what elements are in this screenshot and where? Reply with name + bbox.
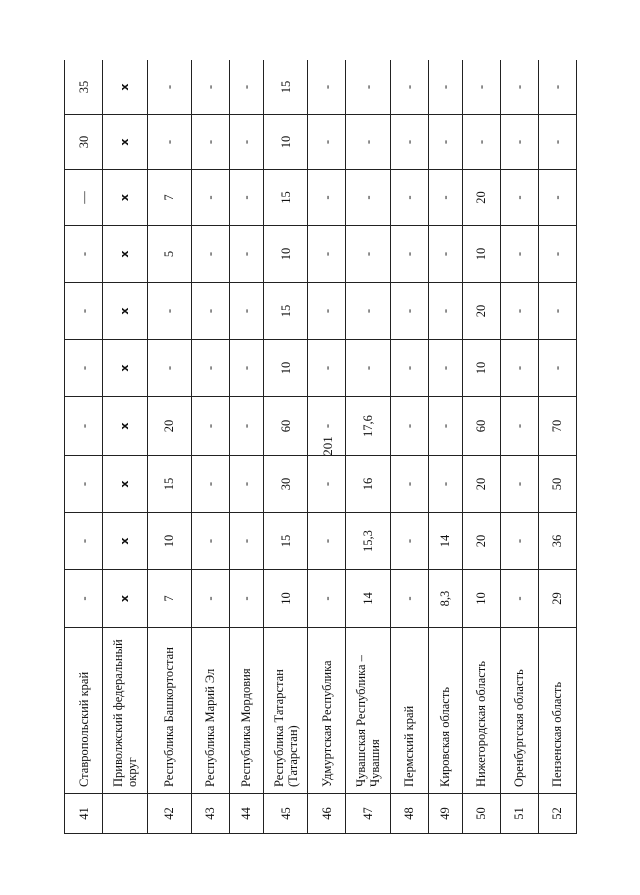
value-cell: 35 [65, 60, 103, 115]
regions-table-grid [64, 60, 577, 834]
value-cell: - [308, 513, 346, 570]
region-name: Пермский край [390, 628, 428, 794]
value-cell: - [500, 60, 538, 115]
value-cell: - [346, 60, 390, 115]
region-name: Республика Марий Эл [191, 628, 229, 794]
region-name: Ставропольский край [65, 628, 103, 794]
value-cell: - [191, 570, 229, 628]
value-cell: - [147, 115, 191, 170]
value-cell: - [428, 456, 462, 513]
table-row [103, 60, 147, 834]
value-cell: - [390, 170, 428, 226]
value-cell: - [428, 170, 462, 226]
value-cell: - [191, 456, 229, 513]
value-cell: - [308, 570, 346, 628]
value-cell: - [191, 60, 229, 115]
value-cell: - [147, 340, 191, 397]
value-cell: x [103, 570, 147, 628]
value-cell: - [390, 226, 428, 283]
value-cell: - [308, 340, 346, 397]
value-cell: - [428, 340, 462, 397]
value-cell: - [308, 170, 346, 226]
value-cell: - [346, 115, 390, 170]
value-cell: - [346, 283, 390, 340]
value-cell: - [500, 570, 538, 628]
value-cell: - [428, 115, 462, 170]
value-cell: 10 [462, 340, 500, 397]
page-number: 201 [320, 436, 335, 456]
value-cell: - [147, 283, 191, 340]
value-cell: - [65, 456, 103, 513]
value-cell: - [500, 226, 538, 283]
value-cell: 20 [462, 513, 500, 570]
row-number: 45 [263, 794, 307, 834]
value-cell: - [538, 340, 576, 397]
region-name: Оренбургская область [500, 628, 538, 794]
value-cell: - [191, 283, 229, 340]
value-cell: x [103, 226, 147, 283]
value-cell: 15 [263, 170, 307, 226]
value-cell: 29 [538, 570, 576, 628]
value-cell: 70 [538, 397, 576, 456]
value-cell: - [390, 397, 428, 456]
value-cell: - [500, 456, 538, 513]
region-name: Нижегородская область [462, 628, 500, 794]
value-cell: - [500, 283, 538, 340]
value-cell: 10 [147, 513, 191, 570]
value-cell: 60 [263, 397, 307, 456]
table-row [428, 60, 462, 834]
value-cell: - [230, 513, 264, 570]
value-cell: 16 [346, 456, 390, 513]
table-row [263, 60, 307, 834]
value-cell: x [103, 60, 147, 115]
value-cell: - [230, 570, 264, 628]
row-number: 51 [500, 794, 538, 834]
value-cell: - [191, 513, 229, 570]
row-number: 42 [147, 794, 191, 834]
value-cell: - [230, 226, 264, 283]
value-cell: - [428, 283, 462, 340]
table-row [500, 60, 538, 834]
row-number [103, 794, 147, 834]
table-row [390, 60, 428, 834]
value-cell: 14 [346, 570, 390, 628]
value-cell: 20 [462, 283, 500, 340]
value-cell: — [65, 170, 103, 226]
region-name: Удмуртская Республика [308, 628, 346, 794]
value-cell: x [103, 456, 147, 513]
row-number: 48 [390, 794, 428, 834]
value-cell: x [103, 283, 147, 340]
value-cell: - [191, 170, 229, 226]
value-cell: 30 [65, 115, 103, 170]
value-cell: - [308, 60, 346, 115]
value-cell: - [230, 397, 264, 456]
value-cell: 14 [428, 513, 462, 570]
value-cell: - [147, 60, 191, 115]
value-cell: - [462, 115, 500, 170]
value-cell: x [103, 115, 147, 170]
value-cell: - [230, 456, 264, 513]
value-cell: - [191, 397, 229, 456]
region-name: Кировская область [428, 628, 462, 794]
value-cell: - [462, 60, 500, 115]
value-cell: 15 [263, 60, 307, 115]
row-number: 44 [230, 794, 264, 834]
value-cell: x [103, 170, 147, 226]
value-cell: - [65, 340, 103, 397]
value-cell: - [538, 226, 576, 283]
row-number: 50 [462, 794, 500, 834]
regions-table [64, 60, 577, 834]
row-number: 43 [191, 794, 229, 834]
value-cell: 17,6 [346, 397, 390, 456]
region-name: Республика Мордовия [230, 628, 264, 794]
table-row [65, 60, 103, 834]
value-cell: - [390, 570, 428, 628]
value-cell: - [230, 340, 264, 397]
value-cell: 10 [462, 226, 500, 283]
row-number: 47 [346, 794, 390, 834]
value-cell: - [538, 170, 576, 226]
value-cell: - [65, 397, 103, 456]
value-cell: - [65, 513, 103, 570]
value-cell: - [191, 115, 229, 170]
value-cell: 15 [263, 283, 307, 340]
value-cell: - [65, 283, 103, 340]
value-cell: 20 [147, 397, 191, 456]
value-cell: 10 [263, 340, 307, 397]
value-cell: 10 [263, 115, 307, 170]
table-row [147, 60, 191, 834]
table-row [346, 60, 390, 834]
value-cell: - [230, 60, 264, 115]
value-cell: - [538, 283, 576, 340]
value-cell: 10 [263, 570, 307, 628]
value-cell: - [500, 170, 538, 226]
value-cell: - [308, 115, 346, 170]
value-cell: - [390, 60, 428, 115]
value-cell: - [191, 340, 229, 397]
value-cell: - [346, 226, 390, 283]
value-cell: 5 [147, 226, 191, 283]
value-cell: - [428, 397, 462, 456]
value-cell: 15 [147, 456, 191, 513]
value-cell: 20 [462, 456, 500, 513]
value-cell: - [346, 170, 390, 226]
value-cell: x [103, 340, 147, 397]
value-cell: 7 [147, 170, 191, 226]
value-cell: - [308, 283, 346, 340]
value-cell: 10 [263, 226, 307, 283]
value-cell: 36 [538, 513, 576, 570]
value-cell: 7 [147, 570, 191, 628]
value-cell: - [390, 513, 428, 570]
value-cell: - [390, 456, 428, 513]
value-cell: - [428, 226, 462, 283]
row-number: 41 [65, 794, 103, 834]
value-cell: - [390, 283, 428, 340]
value-cell: 15 [263, 513, 307, 570]
region-name: Республика Башкортостан [147, 628, 191, 794]
value-cell: - [230, 115, 264, 170]
value-cell: - [500, 397, 538, 456]
value-cell: - [191, 226, 229, 283]
row-number: 52 [538, 794, 576, 834]
value-cell: 10 [462, 570, 500, 628]
region-name: Приволжский федеральный округ [103, 628, 147, 794]
value-cell: - [428, 60, 462, 115]
value-cell: - [308, 397, 346, 456]
table-row [191, 60, 229, 834]
value-cell: - [390, 115, 428, 170]
row-number: 46 [308, 794, 346, 834]
value-cell: - [538, 60, 576, 115]
value-cell: 30 [263, 456, 307, 513]
value-cell: - [65, 570, 103, 628]
value-cell: - [230, 170, 264, 226]
table-row [462, 60, 500, 834]
region-name: Чувашская Республика – Чувашия [346, 628, 390, 794]
table-row [230, 60, 264, 834]
value-cell: - [65, 226, 103, 283]
value-cell: - [308, 456, 346, 513]
value-cell: 8,3 [428, 570, 462, 628]
value-cell: 60 [462, 397, 500, 456]
value-cell: - [500, 115, 538, 170]
row-number: 49 [428, 794, 462, 834]
value-cell: - [538, 115, 576, 170]
value-cell: - [308, 226, 346, 283]
value-cell: x [103, 397, 147, 456]
table-row [308, 60, 346, 834]
value-cell: - [390, 340, 428, 397]
value-cell: - [500, 513, 538, 570]
table-row [538, 60, 576, 834]
value-cell: x [103, 513, 147, 570]
value-cell: - [500, 340, 538, 397]
region-name: Пензенская область [538, 628, 576, 794]
value-cell: 50 [538, 456, 576, 513]
value-cell: - [230, 283, 264, 340]
region-name: Республика Татарстан (Татарстан) [263, 628, 307, 794]
value-cell: - [346, 340, 390, 397]
value-cell: 15,3 [346, 513, 390, 570]
value-cell: 20 [462, 170, 500, 226]
table-body [65, 60, 577, 834]
